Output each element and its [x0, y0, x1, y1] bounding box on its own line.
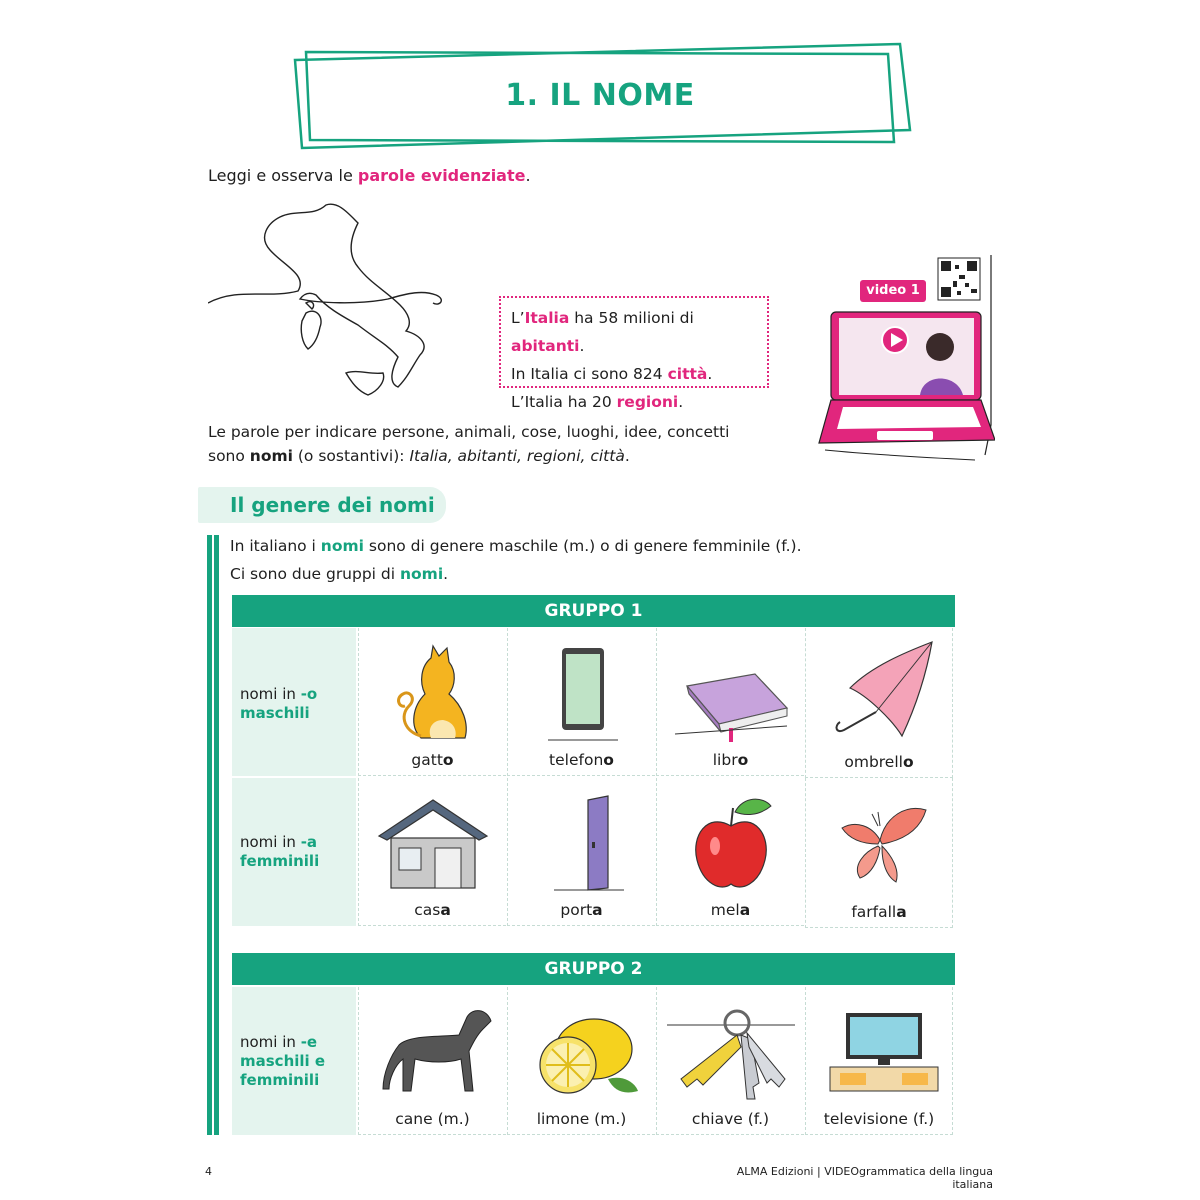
example-text: . [707, 365, 713, 383]
example-line-1 [511, 304, 757, 360]
genre-line-2 [230, 560, 802, 588]
lemon-icon [518, 995, 646, 1103]
word-cell [656, 987, 804, 1135]
word-stem: farfall [851, 903, 897, 921]
word-cell [507, 778, 655, 926]
word-cell [507, 987, 655, 1135]
word-cell [358, 778, 506, 926]
house-icon [369, 786, 497, 894]
example-text: . [678, 393, 684, 411]
word-libro [657, 751, 804, 769]
genre-text-part: In italiano i [230, 537, 321, 555]
example-sentences-box [499, 296, 769, 411]
row-label-o [232, 628, 356, 776]
word-cell [805, 987, 953, 1135]
page-title: 1. IL NOME [505, 78, 695, 113]
word-stem: cas [414, 901, 441, 919]
keys-icon [667, 995, 795, 1103]
sidebar-accent-bar [214, 535, 219, 1135]
word-limone: limone (m.) [536, 1110, 627, 1128]
word-stem: ombrell [844, 753, 903, 771]
word-farfalla [806, 903, 952, 921]
genre-text-part: sono di genere maschile (m.) o di genere femminile (f.). [363, 537, 802, 555]
intro-prefix: Leggi e osserva le [208, 166, 358, 185]
definition-text-part: . [624, 447, 630, 465]
row-label-gender: femminili [240, 852, 320, 870]
example-highlight: regioni [616, 393, 679, 411]
genre-text-part: Ci sono due gruppi di [230, 565, 400, 583]
book-icon [667, 636, 795, 744]
word-cell [805, 628, 953, 778]
row-label-text: nomi in [240, 1033, 301, 1051]
example-highlight: città [667, 365, 708, 383]
butterfly-icon [816, 786, 944, 894]
genre-highlight: nomi [320, 537, 364, 555]
definition-text-part: (o sostantivi): [292, 447, 410, 465]
genre-highlight: nomi [400, 565, 444, 583]
group-2-header: GRUPPO 2 [232, 953, 955, 985]
word-telefono [508, 751, 655, 769]
word-cell [805, 778, 953, 928]
apple-icon [667, 786, 795, 894]
row-label-text: nomi in [240, 685, 301, 703]
row-label-a [232, 778, 356, 926]
definition-text [208, 420, 768, 468]
example-line-2 [511, 360, 757, 388]
word-gatto [359, 751, 506, 769]
page-number: 4 [205, 1165, 212, 1178]
intro-text [208, 166, 531, 185]
word-casa [359, 901, 506, 919]
word-stem: libr [712, 751, 738, 769]
word-stem: port [560, 901, 593, 919]
row-label-ending: -e [300, 1033, 318, 1051]
word-mela [657, 901, 804, 919]
genre-explanation [230, 532, 802, 588]
word-ending: a [739, 901, 751, 919]
example-highlight: Italia [524, 309, 570, 327]
word-ending: o [737, 751, 749, 769]
word-ending: a [440, 901, 451, 919]
example-highlight: abitanti [511, 337, 580, 355]
word-cane: cane (m.) [395, 1110, 470, 1128]
definition-line-1: Le parole per indicare persone, animali, cose, luoghi, idee, concetti [208, 423, 730, 441]
definition-line-2 [208, 444, 768, 468]
intro-highlight: parole evidenziate [357, 166, 526, 185]
example-text: ha 58 milioni di [569, 309, 694, 327]
example-text: L’Italia ha 20 [511, 393, 617, 411]
group-1-header: GRUPPO 1 [232, 595, 955, 627]
word-ending: o [603, 751, 614, 769]
row-label-gender: maschili e femminili [240, 1052, 326, 1089]
definition-bold: nomi [249, 447, 293, 465]
example-text: L’ [511, 309, 525, 327]
definition-text-part: sono [208, 447, 250, 465]
word-ending: o [902, 753, 914, 771]
word-stem: telefon [549, 751, 604, 769]
video-badge[interactable]: video 1 [860, 280, 926, 302]
sidebar-accent-bar [207, 535, 212, 1135]
door-icon [518, 786, 646, 894]
italy-map-illustration [208, 195, 478, 410]
cat-icon [369, 636, 497, 744]
television-icon [816, 995, 944, 1103]
example-text: . [579, 337, 585, 355]
word-ombrello [806, 753, 952, 771]
dog-icon [369, 995, 497, 1103]
word-cell [656, 628, 804, 776]
publisher-footer: ALMA Edizioni | VIDEOgrammatica della lingua italiana [736, 1165, 993, 1191]
row-label-gender: maschili [240, 704, 310, 722]
word-ending: o [442, 751, 454, 769]
section-title: Il genere dei nomi [230, 493, 435, 517]
word-stem: mel [710, 901, 740, 919]
umbrella-icon [816, 636, 944, 744]
definition-italic: Italia, abitanti, regioni, città [409, 447, 625, 465]
genre-line-1 [230, 532, 802, 560]
intro-suffix: . [525, 166, 531, 185]
word-cell [358, 987, 506, 1135]
word-stem: gatt [411, 751, 443, 769]
word-ending: a [896, 903, 907, 921]
example-line-3 [511, 388, 757, 416]
word-televisione: televisione (f.) [823, 1110, 935, 1128]
row-label-e [232, 987, 356, 1135]
phone-icon [518, 636, 646, 744]
word-cell [507, 628, 655, 776]
row-label-text: nomi in [240, 833, 301, 851]
word-cell [358, 628, 506, 776]
row-label-ending: -a [300, 833, 318, 851]
row-label-ending: -o [300, 685, 318, 703]
word-cell [656, 778, 804, 926]
genre-text-part: . [443, 565, 449, 583]
word-porta [508, 901, 655, 919]
word-chiave: chiave (f.) [691, 1110, 770, 1128]
word-ending: a [592, 901, 603, 919]
example-text: In Italia ci sono 824 [511, 365, 668, 383]
